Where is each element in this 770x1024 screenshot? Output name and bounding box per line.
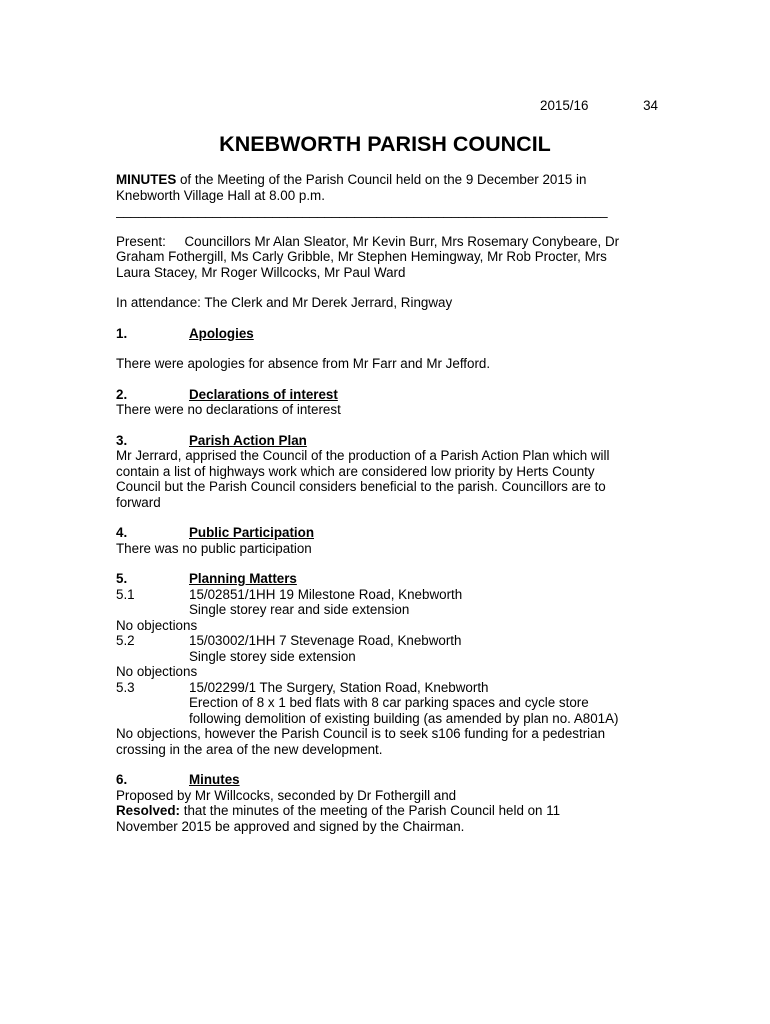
present-line1: Councillors Mr Alan Sleator, Mr Kevin Burr, Mrs Rosemary Conybeare, Dr [184,233,620,249]
item-text [116,788,656,835]
item-title: Parish Action Plan [189,432,307,448]
page-title: KNEBWORTH PARISH COUNCIL [219,132,551,156]
planning-reference: 15/02299/1 The Surgery, Station Road, Knebworth [189,679,489,695]
session-year: 2015/16 [540,98,589,113]
item-heading [116,772,656,788]
item-text: There were apologies for absence from Mr Farr and Mr Jefford. [116,356,491,371]
item-number: 3. [116,432,128,448]
text-line: forward [116,494,161,510]
item-heading [116,525,656,541]
subitem-number: 5.2 [116,633,135,648]
subitem-number: 5.3 [116,679,135,695]
text-line: crossing in the area of the new development. [116,741,383,757]
planning-description: following demolition of existing building (as amended by plan no. A801A) [189,710,619,726]
intro-text-line1: of the Meeting of the Parish Council held on the 9 December 2015 in [176,172,587,187]
item-text: There were no declarations of interest [116,402,341,417]
planning-subitem [116,633,656,664]
planning-subitem [116,680,656,727]
planning-reference: 15/02851/1HH 19 Milestone Road, Knebworth [189,586,463,602]
item-number: 1. [116,325,128,341]
planning-outcome: No objections [116,617,198,633]
attendance-paragraph: In attendance: The Clerk and Mr Derek Jerrard, Ringway [116,295,453,310]
item-number: 4. [116,525,128,540]
resolved-text: that the minutes of the meeting of the Parish Council held on 11 [180,803,561,818]
intro-text-line2: Knebworth Village Hall at 8.00 p.m. [116,187,325,203]
item-text: There was no public participation [116,540,312,556]
text-line: Council but the Parish Council considers beneficial to the parish. Councillors are to [116,479,606,494]
item-number: 2. [116,386,128,402]
minutes-body [116,172,656,834]
planning-outcome: No objections [116,664,198,679]
text-line: Proposed by Mr Willcocks, seconded by Dr Fothergill and [116,787,457,803]
text-line: November 2015 be approved and signed by the Chairman. [116,818,465,834]
planning-description: Single storey rear and side extension [189,602,410,617]
planning-description: Erection of 8 x 1 bed flats with 8 car parking spaces and cycle store [189,695,589,710]
subitem-number: 5.1 [116,586,135,602]
present-paragraph [116,234,656,281]
item-title: Declarations of interest [189,386,338,402]
item-heading [116,387,656,403]
planning-description: Single storey side extension [189,648,356,664]
item-title: Planning Matters [189,571,297,586]
item-heading [116,326,656,342]
item-title: Apologies [189,325,254,341]
present-line2: Graham Fothergill, Ms Carly Gribble, Mr Stephen Hemingway, Mr Rob Procter, Mrs [116,249,607,264]
item-text [116,448,656,510]
separator-rule: __________________________________________________________________ [116,203,608,218]
planning-outcome [116,726,656,757]
page-header [540,98,658,114]
planning-reference: 15/03002/1HH 7 Stevenage Road, Knebworth [189,633,462,648]
item-number: 6. [116,772,128,787]
intro-paragraph [116,172,656,203]
item-title: Public Participation [189,525,315,540]
item-title: Minutes [189,772,240,787]
intro-lead: MINUTES [116,172,177,187]
page-number: 34 [643,98,658,113]
text-line: contain a list of highways work which are considered low priority by Herts County [116,463,595,479]
text-line: Mr Jerrard, apprised the Council of the production of a Parish Action Plan which will [116,448,610,463]
text-line: No objections, however the Parish Council is to seek s106 funding for a pedestrian [116,726,606,741]
present-label: Present: [116,233,166,249]
resolved-label: Resolved: [116,803,180,818]
present-line3: Laura Stacey, Mr Roger Willcocks, Mr Paul Ward [116,264,406,280]
item-number: 5. [116,571,128,586]
item-heading [116,571,656,587]
planning-subitem [116,587,656,618]
item-heading [116,433,656,449]
